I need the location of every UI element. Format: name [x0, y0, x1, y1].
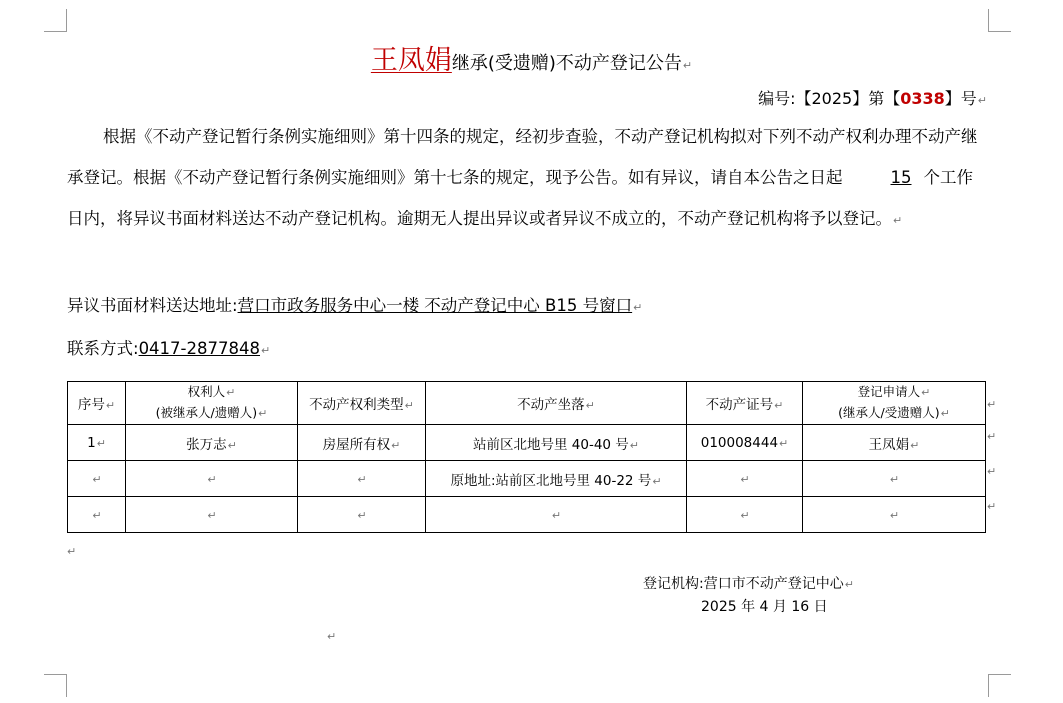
title-name: 王凤娟	[370, 45, 452, 76]
row-end-mark: ↵	[987, 398, 997, 411]
registration-org: 登记机构:营口市不动产登记中心↵	[643, 576, 854, 592]
row-end-mark: ↵	[987, 430, 997, 443]
table-header-row	[68, 382, 986, 425]
page-corner-top-right	[988, 9, 1011, 32]
table-row: ↵ ↵ ↵ ↵ ↵ ↵	[68, 497, 986, 533]
contact-info: 联系方式:0417-2877848↵	[67, 339, 271, 358]
registration-table	[67, 381, 986, 533]
header-type: 不动产权利类型↵	[298, 382, 426, 425]
document-number: 编号:【2025】第【0338】号↵	[758, 89, 987, 108]
notice-date: 2025 年 4 月 16 日	[701, 599, 828, 615]
notice-paragraph: 根据《不动产登记暂行条例实施细则》第十四条的规定，经初步查验，不动产登记机构拟对下列不动产权利办理不动产继承登记。根据《不动产登记暂行条例实施细则》第十七条的规定，现予公告。如有异议，请自本公告之日起 15 个工作日内，将异议书面材料送达不动产登记机构。逾期无人提出异议或者异议不成立的，不动产登记机构将予以登记。↵	[67, 127, 978, 228]
header-holder: 权利人↵ (被继承人/遗赠人)↵	[126, 382, 298, 425]
row-end-mark: ↵	[987, 500, 997, 513]
page-corner-top-left	[44, 9, 67, 32]
contact-phone: 0417-2877848	[138, 339, 260, 358]
paragraph-mark: ↵	[327, 630, 337, 643]
row-end-mark: ↵	[987, 465, 997, 478]
title-text: 继承(受遗赠)不动产登记公告	[451, 53, 682, 74]
page-corner-bottom-left	[44, 674, 67, 697]
table-row: 1↵ 张万志↵ 房屋所有权↵ 站前区北地号里 40-40 号↵ 010008444↵ 王凤娟↵	[68, 425, 986, 461]
page-corner-bottom-right	[988, 674, 1011, 697]
header-cert: 不动产证号↵	[687, 382, 803, 425]
header-applicant: 登记申请人↵ (继承人/受遗赠人)↵	[803, 382, 986, 425]
header-location: 不动产坐落↵	[426, 382, 687, 425]
address-value: 营口市政务服务中心一楼 不动产登记中心 B15 号窗口	[237, 296, 633, 315]
paragraph-mark: ↵	[67, 545, 77, 558]
header-seq: 序号↵	[68, 382, 126, 425]
table-row: ↵ ↵ ↵ 原地址:站前区北地号里 40-22 号↵ ↵ ↵	[68, 461, 986, 497]
document-title: 王凤娟继承(受遗赠)不动产登记公告↵	[370, 45, 693, 76]
objection-address: 异议书面材料送达地址:营口市政务服务中心一楼 不动产登记中心 B15 号窗口↵	[67, 296, 643, 315]
days-blank: 15	[890, 168, 912, 187]
document-number-value: 0338	[900, 89, 945, 108]
